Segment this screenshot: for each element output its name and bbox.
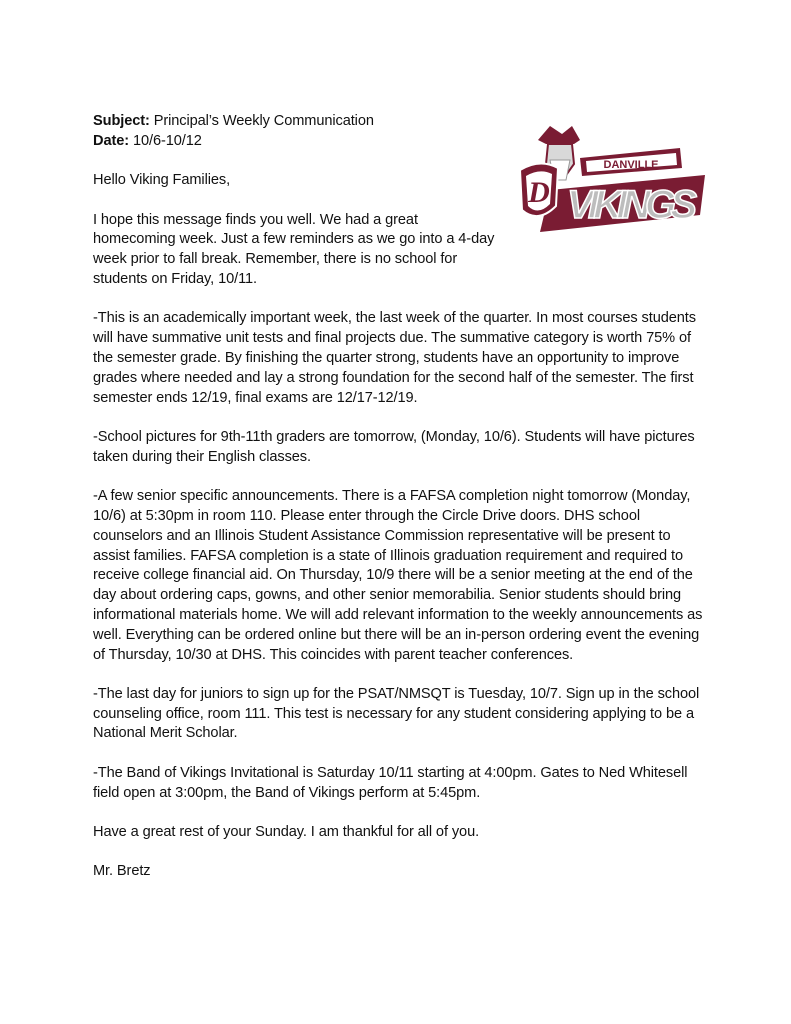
svg-text:DANVILLE: DANVILLE xyxy=(603,159,659,171)
svg-text:D: D xyxy=(528,176,550,209)
announcement-pictures: -School pictures for 9th-11th graders are tomorrow, (Monday, 10/6). Students will have pictures taken during their English classes. xyxy=(93,428,695,465)
svg-text:VIKINGS: VIKINGS xyxy=(567,183,697,227)
announcement-band: -The Band of Vikings Invitational is Saturday 10/11 starting at 4:00pm. Gates to Ned Whitesell field open at 3:00pm, the Band of Vikings perform at 5:45pm. xyxy=(93,764,688,801)
letter xyxy=(93,112,708,902)
intro-paragraph: I hope this message finds you well. We had a great homecoming week. Just a few reminders as we go into a 4-day week prior to fall break. Remember, there is no school for students on Friday, 10/11. xyxy=(93,211,495,287)
signature: Mr. Bretz xyxy=(93,863,151,880)
announcement-seniors: -A few senior specific announcements. There is a FAFSA completion night tomorrow (Monday, 10/6) at 5:30pm in room 110. Please enter through the Circle Drive doors. DHS school counselors and an Illinois Student Assistance Commission representative will be present to assist families. FAFSA completion is a state of Illinois graduation requirement and required to receive college financial aid. On Thursday, 10/9 there will be a senior meeting at the end of the day about ordering caps, gowns, and other senior memorabilia. Senior students should bring informational materials home. We will add relevant information to the weekly announcements as well. Everything can be ordered online but there will be an in-person ordering event the evening of Thursday, 10/30 at DHS. This coincides with parent teacher conferences. xyxy=(93,488,703,663)
date-line xyxy=(93,132,708,152)
greeting: Hello Viking Families, xyxy=(93,172,231,189)
announcement-psat: -The last day for juniors to sign up for the PSAT/NMSQT is Tuesday, 10/7. Sign up in the school counseling office, room 111. This test is necessary for any student considering applying to be a National Merit Scholar. xyxy=(93,685,700,742)
date-label: Date: xyxy=(93,132,129,149)
subject-label: Subject: xyxy=(93,113,150,129)
date-value: 10/6-10/12 xyxy=(129,132,202,149)
subject-line xyxy=(93,112,708,132)
subject-value: Principal’s Weekly Communication xyxy=(149,113,374,129)
closing: Have a great rest of your Sunday. I am thankful for all of you. xyxy=(93,824,480,841)
announcement-quarter: -This is an academically important week, the last week of the quarter. In most courses students will have summative unit tests and final projects due. The summative category is worth 75% of the semester grade. By finishing the quarter strong, students have an opportunity to improve grades where needed and lay a strong foundation for the second half of the semester. The first semester ends 12/19, final exams are 12/17-12/19. xyxy=(93,310,696,406)
